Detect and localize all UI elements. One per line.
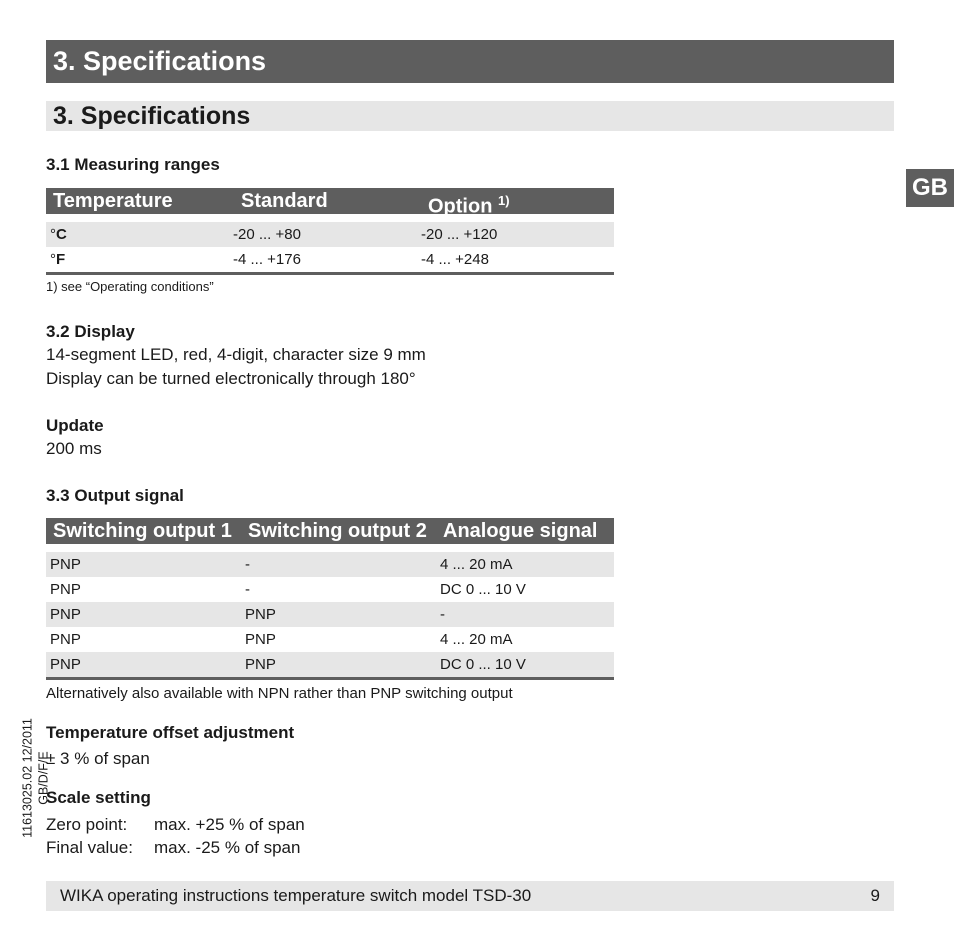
section-title: 3. Specifications bbox=[46, 101, 894, 131]
display-line-2: Display can be turned electronically through 180° bbox=[46, 369, 416, 388]
output-signal-table bbox=[46, 518, 614, 680]
document-code: 11613025.02 12/2011 GB/D/F/E bbox=[20, 718, 51, 838]
cell: PNP bbox=[50, 656, 81, 673]
measuring-ranges-heading: 3.1 Measuring ranges bbox=[46, 155, 220, 174]
table-row bbox=[46, 222, 614, 247]
footnote: 1) see “Operating conditions” bbox=[46, 279, 214, 294]
cell: - bbox=[440, 606, 445, 623]
table-row bbox=[46, 552, 614, 577]
unit-cell: °F bbox=[50, 251, 66, 268]
col-switching-output-2: Switching output 2 bbox=[248, 520, 427, 542]
col-standard: Standard bbox=[241, 190, 328, 212]
standard-cell: -20 ... +80 bbox=[233, 226, 301, 243]
table-row bbox=[46, 602, 614, 627]
page-title: 3. Specifications bbox=[46, 40, 894, 83]
display-line-1: 14-segment LED, red, 4-digit, character size 9 mm bbox=[46, 345, 426, 364]
table-row bbox=[46, 627, 614, 652]
cell: DC 0 ... 10 V bbox=[440, 656, 526, 673]
footer-text: WIKA operating instructions temperature switch model TSD-30 bbox=[60, 886, 532, 905]
table-header bbox=[46, 518, 614, 544]
cell: PNP bbox=[245, 656, 276, 673]
update-heading: Update bbox=[46, 416, 104, 435]
cell: - bbox=[245, 556, 250, 573]
cell: PNP bbox=[50, 581, 81, 598]
scale-heading: Scale setting bbox=[46, 788, 151, 807]
zero-point-value: max. +25 % of span bbox=[154, 815, 305, 834]
output-signal-heading: 3.3 Output signal bbox=[46, 486, 184, 505]
unit-cell: °C bbox=[50, 226, 67, 243]
col-option: Option $^{1)}$ bbox=[428, 193, 510, 218]
measuring-ranges-table bbox=[46, 188, 614, 275]
cell: 4 ... 20 mA bbox=[440, 631, 513, 648]
footer bbox=[46, 881, 894, 911]
offset-value: ± 3 % of span bbox=[46, 749, 150, 768]
table-row bbox=[46, 577, 614, 602]
cell: - bbox=[245, 581, 250, 598]
cell: PNP bbox=[245, 606, 276, 623]
cell: 4 ... 20 mA bbox=[440, 556, 513, 573]
cell: PNP bbox=[50, 556, 81, 573]
zero-point-label: Zero point: bbox=[46, 815, 128, 834]
display-heading: 3.2 Display bbox=[46, 322, 135, 341]
final-value-label: Final value: bbox=[46, 838, 133, 857]
standard-cell: -4 ... +176 bbox=[233, 251, 301, 268]
table-row bbox=[46, 652, 614, 677]
cell: PNP bbox=[245, 631, 276, 648]
col-analogue-signal: Analogue signal bbox=[443, 520, 598, 542]
language-tab[interactable]: GB bbox=[906, 169, 954, 207]
option-cell: -20 ... +120 bbox=[421, 226, 498, 243]
update-value: 200 ms bbox=[46, 439, 102, 458]
table-row bbox=[46, 247, 614, 272]
cell: PNP bbox=[50, 606, 81, 623]
table-header bbox=[46, 188, 614, 218]
cell: PNP bbox=[50, 631, 81, 648]
output-note: Alternatively also available with NPN rather than PNP switching output bbox=[46, 685, 513, 702]
col-switching-output-1: Switching output 1 bbox=[53, 520, 232, 542]
col-temperature: Temperature bbox=[53, 190, 173, 212]
option-cell: -4 ... +248 bbox=[421, 251, 489, 268]
offset-heading: Temperature offset adjustment bbox=[46, 723, 295, 742]
page-number: 9 bbox=[870, 886, 880, 905]
final-value-value: max. -25 % of span bbox=[154, 838, 301, 857]
cell: DC 0 ... 10 V bbox=[440, 581, 526, 598]
